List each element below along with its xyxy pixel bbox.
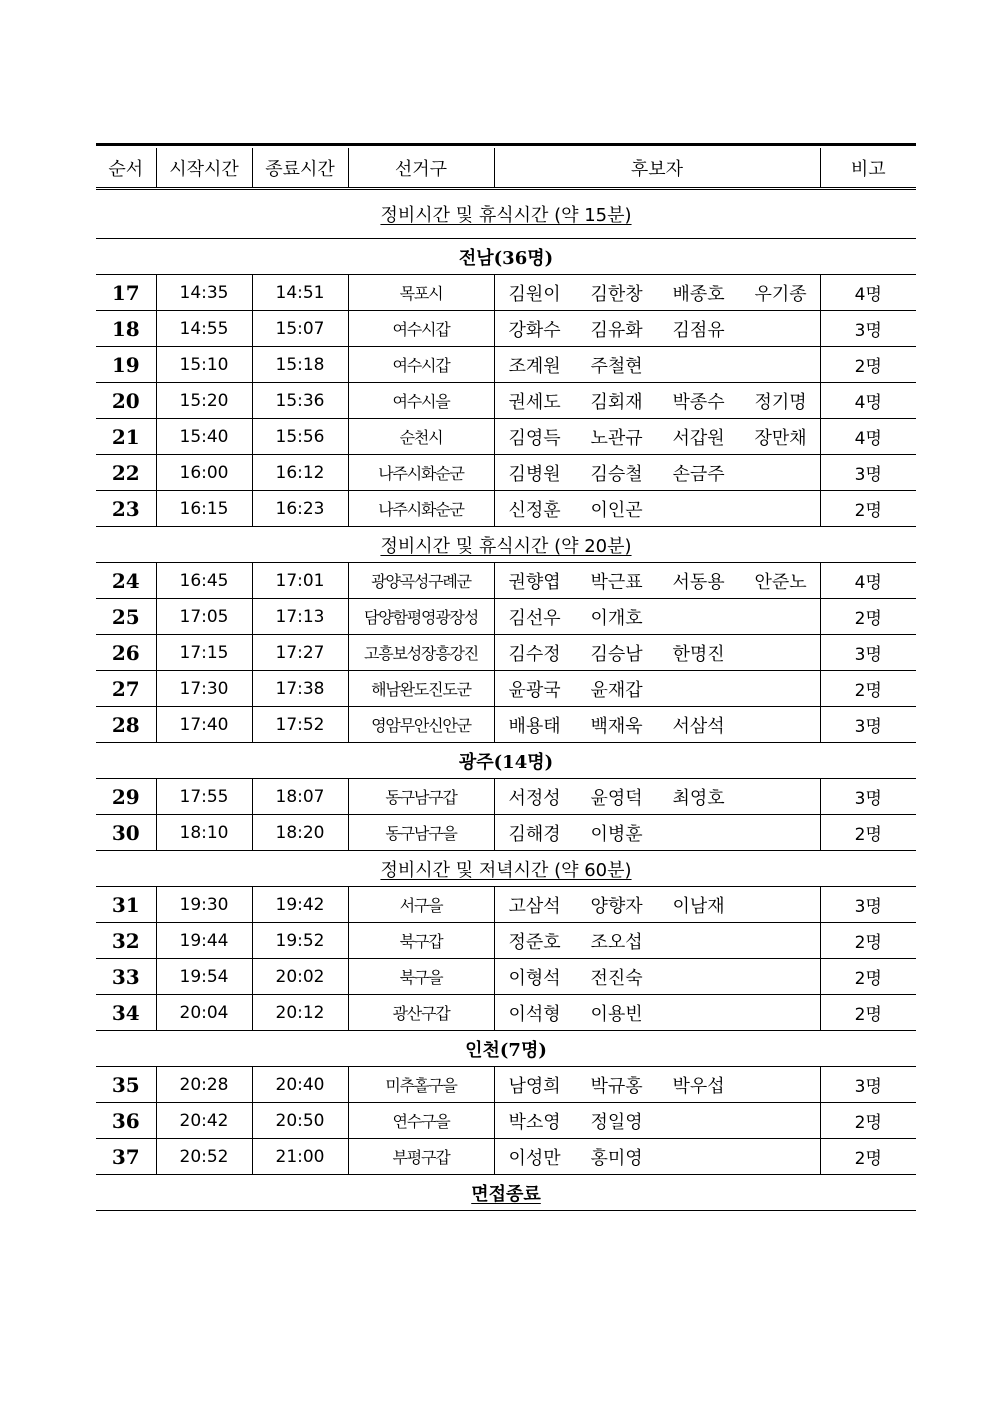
end-time-cell: 17:01	[252, 563, 348, 599]
order-cell: 36	[96, 1103, 156, 1139]
candidate-name: 백재욱	[590, 715, 643, 737]
note-cell: 3명	[820, 311, 916, 347]
district-cell: 해남완도진도군	[348, 671, 494, 707]
region-heading-row	[96, 239, 916, 275]
candidate-name: 서갑원	[672, 427, 725, 449]
order-cell: 27	[96, 671, 156, 707]
candidate-name: 윤광국	[508, 679, 561, 701]
candidate-name: 김수정	[508, 643, 561, 665]
candidate-name: 배종호	[672, 283, 725, 305]
table-row	[96, 707, 916, 743]
candidate-name: 김병원	[508, 463, 561, 485]
end-time-cell: 14:51	[252, 275, 348, 311]
end-time-cell: 19:42	[252, 887, 348, 923]
candidates-cell	[494, 455, 820, 491]
order-cell: 33	[96, 959, 156, 995]
note-cell: 2명	[820, 599, 916, 635]
table-row	[96, 815, 916, 851]
candidates-cell	[494, 815, 820, 851]
district-cell: 순천시	[348, 419, 494, 455]
header-note: 비고	[820, 148, 916, 189]
order-cell: 31	[96, 887, 156, 923]
note-cell: 3명	[820, 779, 916, 815]
end-row	[96, 1175, 916, 1211]
note-cell: 2명	[820, 347, 916, 383]
header-start-time: 시작시간	[156, 148, 252, 189]
candidate-name: 김유화	[590, 319, 643, 341]
table-top-rule	[96, 143, 916, 146]
break-row	[96, 851, 916, 887]
district-cell: 서구을	[348, 887, 494, 923]
candidate-name: 최영호	[672, 787, 725, 809]
order-cell: 24	[96, 563, 156, 599]
end-time-cell: 20:40	[252, 1067, 348, 1103]
table-row	[96, 1067, 916, 1103]
candidate-name: 김승철	[590, 463, 643, 485]
break-row	[96, 527, 916, 563]
start-time-cell: 19:30	[156, 887, 252, 923]
candidates-cell	[494, 995, 820, 1031]
district-cell: 미추홀구을	[348, 1067, 494, 1103]
candidate-name: 박규홍	[590, 1075, 643, 1097]
start-time-cell: 19:54	[156, 959, 252, 995]
candidates-cell	[494, 923, 820, 959]
end-time-cell: 15:36	[252, 383, 348, 419]
candidate-name: 권향엽	[508, 571, 561, 593]
note-cell: 3명	[820, 455, 916, 491]
candidate-name: 이용빈	[590, 1003, 643, 1025]
candidate-name: 조계원	[508, 355, 561, 377]
candidate-name: 정일영	[590, 1111, 643, 1133]
candidate-name: 주철현	[590, 355, 643, 377]
end-time-cell: 15:56	[252, 419, 348, 455]
note-cell: 4명	[820, 275, 916, 311]
candidate-name: 박우섭	[672, 1075, 725, 1097]
note-cell: 2명	[820, 923, 916, 959]
candidates-cell	[494, 707, 820, 743]
end-time-cell: 21:00	[252, 1139, 348, 1175]
candidate-name: 전진숙	[590, 967, 643, 989]
start-time-cell: 16:45	[156, 563, 252, 599]
candidate-name: 박소영	[508, 1111, 561, 1133]
candidate-name: 김점유	[672, 319, 725, 341]
table-row	[96, 383, 916, 419]
header-row	[96, 148, 916, 189]
candidate-name: 김회재	[590, 391, 643, 413]
district-cell: 여수시갑	[348, 311, 494, 347]
candidates-cell	[494, 563, 820, 599]
district-cell: 연수구을	[348, 1103, 494, 1139]
table-row	[96, 419, 916, 455]
region-heading: 인천(7명)	[465, 1039, 547, 1061]
candidate-name: 김승남	[590, 643, 643, 665]
note-cell: 3명	[820, 707, 916, 743]
end-time-cell: 20:12	[252, 995, 348, 1031]
start-time-cell: 20:42	[156, 1103, 252, 1139]
break-row-cell	[96, 851, 916, 887]
end-time-cell: 16:23	[252, 491, 348, 527]
candidate-name: 고삼석	[508, 895, 561, 917]
order-cell: 34	[96, 995, 156, 1031]
candidate-name: 윤재갑	[590, 679, 643, 701]
candidate-name: 서동용	[672, 571, 725, 593]
start-time-cell: 15:40	[156, 419, 252, 455]
district-cell: 영암무안신안군	[348, 707, 494, 743]
candidates-cell	[494, 275, 820, 311]
district-cell: 여수시갑	[348, 347, 494, 383]
start-time-cell: 17:15	[156, 635, 252, 671]
end-time-cell: 15:18	[252, 347, 348, 383]
candidate-name: 한명진	[672, 643, 725, 665]
table-row	[96, 455, 916, 491]
candidate-name: 조오섭	[590, 931, 643, 953]
schedule-body	[96, 189, 916, 1211]
order-cell: 26	[96, 635, 156, 671]
district-cell: 북구갑	[348, 923, 494, 959]
table-row	[96, 1103, 916, 1139]
note-cell: 2명	[820, 815, 916, 851]
start-time-cell: 15:10	[156, 347, 252, 383]
break-row-cell	[96, 189, 916, 239]
district-cell: 북구을	[348, 959, 494, 995]
order-cell: 23	[96, 491, 156, 527]
note-cell: 3명	[820, 887, 916, 923]
header-candidates: 후보자	[494, 148, 820, 189]
header-district: 선거구	[348, 148, 494, 189]
end-time-cell: 19:52	[252, 923, 348, 959]
candidate-name: 강화수	[508, 319, 561, 341]
table-row	[96, 491, 916, 527]
region-heading-row-cell	[96, 239, 916, 275]
start-time-cell: 16:00	[156, 455, 252, 491]
order-cell: 17	[96, 275, 156, 311]
order-cell: 30	[96, 815, 156, 851]
candidate-name: 이형석	[508, 967, 561, 989]
break-row	[96, 189, 916, 239]
candidate-name: 김원이	[508, 283, 561, 305]
candidate-name: 이개호	[590, 607, 643, 629]
candidate-name: 윤영덕	[590, 787, 643, 809]
start-time-cell: 18:10	[156, 815, 252, 851]
note-cell: 2명	[820, 1139, 916, 1175]
candidate-name: 양향자	[590, 895, 643, 917]
candidate-name: 김한창	[590, 283, 643, 305]
candidate-name: 김영득	[508, 427, 561, 449]
district-cell: 부평구갑	[348, 1139, 494, 1175]
end-time-cell: 15:07	[252, 311, 348, 347]
start-time-cell: 17:55	[156, 779, 252, 815]
note-cell: 4명	[820, 419, 916, 455]
end-time-cell: 17:52	[252, 707, 348, 743]
order-cell: 28	[96, 707, 156, 743]
order-cell: 35	[96, 1067, 156, 1103]
district-cell: 동구남구갑	[348, 779, 494, 815]
candidates-cell	[494, 1067, 820, 1103]
table-row	[96, 635, 916, 671]
note-cell: 4명	[820, 383, 916, 419]
region-heading-row-cell	[96, 1031, 916, 1067]
note-cell: 2명	[820, 959, 916, 995]
candidate-name: 권세도	[508, 391, 561, 413]
table-row	[96, 563, 916, 599]
candidate-name: 신정훈	[508, 499, 561, 521]
candidate-name: 우기종	[754, 283, 807, 305]
district-cell: 광양곡성구례군	[348, 563, 494, 599]
candidate-name: 정준호	[508, 931, 561, 953]
order-cell: 29	[96, 779, 156, 815]
table-row	[96, 347, 916, 383]
region-heading: 광주(14명)	[458, 751, 554, 773]
table-row	[96, 959, 916, 995]
note-cell: 2명	[820, 1103, 916, 1139]
header-end-time: 종료시간	[252, 148, 348, 189]
district-cell: 담양함평영광장성	[348, 599, 494, 635]
note-cell: 2명	[820, 995, 916, 1031]
candidate-name: 노관규	[590, 427, 643, 449]
note-cell: 4명	[820, 563, 916, 599]
region-heading-row	[96, 1031, 916, 1067]
candidate-name: 박종수	[672, 391, 725, 413]
candidate-name: 정기명	[754, 391, 807, 413]
table-row	[96, 887, 916, 923]
start-time-cell: 15:20	[156, 383, 252, 419]
candidates-cell	[494, 419, 820, 455]
start-time-cell: 20:28	[156, 1067, 252, 1103]
table-row	[96, 995, 916, 1031]
district-cell: 여수시을	[348, 383, 494, 419]
candidate-name: 이병훈	[590, 823, 643, 845]
candidate-name: 홍미영	[590, 1147, 643, 1169]
break-row-cell	[96, 527, 916, 563]
table-row	[96, 671, 916, 707]
table-row	[96, 923, 916, 959]
end-label: 면접종료	[471, 1183, 541, 1205]
start-time-cell: 20:52	[156, 1139, 252, 1175]
note-cell: 2명	[820, 491, 916, 527]
order-cell: 20	[96, 383, 156, 419]
start-time-cell: 14:55	[156, 311, 252, 347]
end-time-cell: 17:38	[252, 671, 348, 707]
candidate-name: 박근표	[590, 571, 643, 593]
district-cell: 광산구갑	[348, 995, 494, 1031]
order-cell: 18	[96, 311, 156, 347]
candidates-cell	[494, 887, 820, 923]
start-time-cell: 20:04	[156, 995, 252, 1031]
table-row	[96, 599, 916, 635]
end-time-cell: 16:12	[252, 455, 348, 491]
note-cell: 3명	[820, 635, 916, 671]
candidate-name: 김선우	[508, 607, 561, 629]
candidate-name: 장만채	[754, 427, 807, 449]
region-heading: 전남(36명)	[458, 247, 554, 269]
end-time-cell: 20:50	[252, 1103, 348, 1139]
candidates-cell	[494, 779, 820, 815]
candidates-cell	[494, 1103, 820, 1139]
region-heading-row	[96, 743, 916, 779]
candidate-name: 안준노	[754, 571, 807, 593]
end-time-cell: 20:02	[252, 959, 348, 995]
candidate-name: 배용태	[508, 715, 561, 737]
candidate-name: 김해경	[508, 823, 561, 845]
order-cell: 22	[96, 455, 156, 491]
order-cell: 32	[96, 923, 156, 959]
table-row	[96, 779, 916, 815]
order-cell: 19	[96, 347, 156, 383]
candidates-cell	[494, 635, 820, 671]
candidate-name: 이성만	[508, 1147, 561, 1169]
candidates-cell	[494, 347, 820, 383]
start-time-cell: 19:44	[156, 923, 252, 959]
district-cell: 나주시화순군	[348, 455, 494, 491]
candidates-cell	[494, 311, 820, 347]
candidates-cell	[494, 383, 820, 419]
candidates-cell	[494, 959, 820, 995]
order-cell: 25	[96, 599, 156, 635]
candidate-name: 서삼석	[672, 715, 725, 737]
end-time-cell: 18:07	[252, 779, 348, 815]
end-time-cell: 17:27	[252, 635, 348, 671]
order-cell: 37	[96, 1139, 156, 1175]
candidate-name: 이인곤	[590, 499, 643, 521]
start-time-cell: 17:30	[156, 671, 252, 707]
schedule-table	[96, 148, 916, 1211]
start-time-cell: 17:05	[156, 599, 252, 635]
table-row	[96, 275, 916, 311]
candidates-cell	[494, 491, 820, 527]
order-cell: 21	[96, 419, 156, 455]
district-cell: 목포시	[348, 275, 494, 311]
start-time-cell: 14:35	[156, 275, 252, 311]
district-cell: 나주시화순군	[348, 491, 494, 527]
candidate-name: 손금주	[672, 463, 725, 485]
header-order: 순서	[96, 148, 156, 189]
candidates-cell	[494, 671, 820, 707]
break-label: 정비시간 및 휴식시간 (약 15분)	[380, 205, 632, 226]
candidate-name: 서정성	[508, 787, 561, 809]
break-label: 정비시간 및 휴식시간 (약 20분)	[380, 535, 632, 557]
district-cell: 고흥보성장흥강진	[348, 635, 494, 671]
break-label: 정비시간 및 저녁시간 (약 60분)	[380, 859, 632, 881]
table-row	[96, 1139, 916, 1175]
start-time-cell: 16:15	[156, 491, 252, 527]
candidate-name: 이남재	[672, 895, 725, 917]
table-row	[96, 311, 916, 347]
end-time-cell: 17:13	[252, 599, 348, 635]
note-cell: 2명	[820, 671, 916, 707]
region-heading-row-cell	[96, 743, 916, 779]
candidates-cell	[494, 1139, 820, 1175]
end-time-cell: 18:20	[252, 815, 348, 851]
note-cell: 3명	[820, 1067, 916, 1103]
start-time-cell: 17:40	[156, 707, 252, 743]
candidate-name: 이석형	[508, 1003, 561, 1025]
candidate-name: 남영희	[508, 1075, 561, 1097]
end-row-cell	[96, 1175, 916, 1211]
candidates-cell	[494, 599, 820, 635]
district-cell: 동구남구을	[348, 815, 494, 851]
